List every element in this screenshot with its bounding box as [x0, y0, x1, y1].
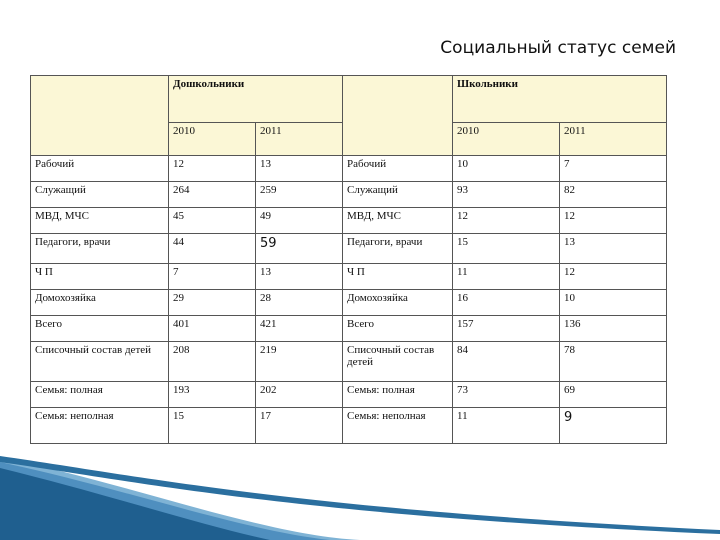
preschool-2010-cell: 264 [169, 182, 256, 208]
table-row [31, 408, 667, 444]
school-2010-cell: 157 [453, 316, 560, 342]
row-label: МВД, МЧС [31, 208, 169, 234]
preschool-2011-cell: 259 [256, 182, 343, 208]
year-header: 2011 [560, 123, 667, 156]
row-label-school: Рабочий [343, 156, 453, 182]
school-2010-cell: 15 [453, 234, 560, 264]
row-label-school: Педагоги, врачи [343, 234, 453, 264]
school-2010-cell: 11 [453, 264, 560, 290]
header-corner-middle [343, 76, 453, 156]
preschool-2010-cell: 15 [169, 408, 256, 444]
table-row [31, 156, 667, 182]
group-header-preschool [169, 76, 343, 123]
page-title: Социальный статус семей [440, 38, 676, 58]
table-row [31, 208, 667, 234]
preschool-2010-cell: 29 [169, 290, 256, 316]
year-header: 2010 [169, 123, 256, 156]
preschool-2011-cell: 17 [256, 408, 343, 444]
row-label-school: Домохозяйка [343, 290, 453, 316]
header-corner-left [31, 76, 169, 156]
table-row [31, 342, 667, 382]
school-2010-cell: 73 [453, 382, 560, 408]
preschool-2011-cell: 28 [256, 290, 343, 316]
row-label: Служащий [31, 182, 169, 208]
school-2010-cell: 11 [453, 408, 560, 444]
preschool-2010-cell: 12 [169, 156, 256, 182]
school-2010-cell: 84 [453, 342, 560, 382]
school-2011-cell: 12 [560, 264, 667, 290]
preschool-2010-cell: 208 [169, 342, 256, 382]
preschool-2011-cell: 49 [256, 208, 343, 234]
school-2010-cell: 10 [453, 156, 560, 182]
school-2011-cell: 13 [560, 234, 667, 264]
preschool-2010-cell: 193 [169, 382, 256, 408]
row-label-school: МВД, МЧС [343, 208, 453, 234]
school-2010-cell: 16 [453, 290, 560, 316]
row-label-school: Списочный состав детей [343, 342, 453, 382]
row-label-school: Всего [343, 316, 453, 342]
school-2011-cell: 7 [560, 156, 667, 182]
table-row [31, 182, 667, 208]
school-2011-cell: 69 [560, 382, 667, 408]
preschool-2011-cell: 59 [256, 234, 343, 264]
table-row [31, 264, 667, 290]
group-header-school [453, 76, 667, 123]
preschool-2011-cell: 13 [256, 156, 343, 182]
year-header: 2010 [453, 123, 560, 156]
preschool-2011-cell: 202 [256, 382, 343, 408]
row-label: Семья: полная [31, 382, 169, 408]
school-2010-cell: 93 [453, 182, 560, 208]
row-label-school: Семья: неполная [343, 408, 453, 444]
table-row [31, 290, 667, 316]
preschool-2010-cell: 44 [169, 234, 256, 264]
row-label: Педагоги, врачи [31, 234, 169, 264]
school-2011-cell: 82 [560, 182, 667, 208]
school-2010-cell: 12 [453, 208, 560, 234]
group-label: Школьники [457, 78, 518, 90]
row-label: Списочный состав детей [31, 342, 169, 382]
preschool-2011-cell: 219 [256, 342, 343, 382]
school-2011-cell: 9 [560, 408, 667, 444]
school-2011-cell: 136 [560, 316, 667, 342]
preschool-2011-cell: 13 [256, 264, 343, 290]
preschool-2010-cell: 401 [169, 316, 256, 342]
social-status-table [30, 75, 667, 444]
row-label: Домохозяйка [31, 290, 169, 316]
school-2011-cell: 78 [560, 342, 667, 382]
row-label: Ч П [31, 264, 169, 290]
row-label: Всего [31, 316, 169, 342]
preschool-2010-cell: 45 [169, 208, 256, 234]
row-label: Семья: неполная [31, 408, 169, 444]
school-2011-cell: 10 [560, 290, 667, 316]
preschool-2010-cell: 7 [169, 264, 256, 290]
row-label: Рабочий [31, 156, 169, 182]
year-header: 2011 [256, 123, 343, 156]
row-label-school: Семья: полная [343, 382, 453, 408]
table-body [31, 156, 667, 444]
row-label-school: Ч П [343, 264, 453, 290]
row-label-school: Служащий [343, 182, 453, 208]
group-label: Дошкольники [173, 78, 245, 90]
decorative-wave [0, 440, 720, 540]
school-2011-cell: 12 [560, 208, 667, 234]
preschool-2011-cell: 421 [256, 316, 343, 342]
table-row [31, 316, 667, 342]
table-row [31, 382, 667, 408]
table-row [31, 234, 667, 264]
